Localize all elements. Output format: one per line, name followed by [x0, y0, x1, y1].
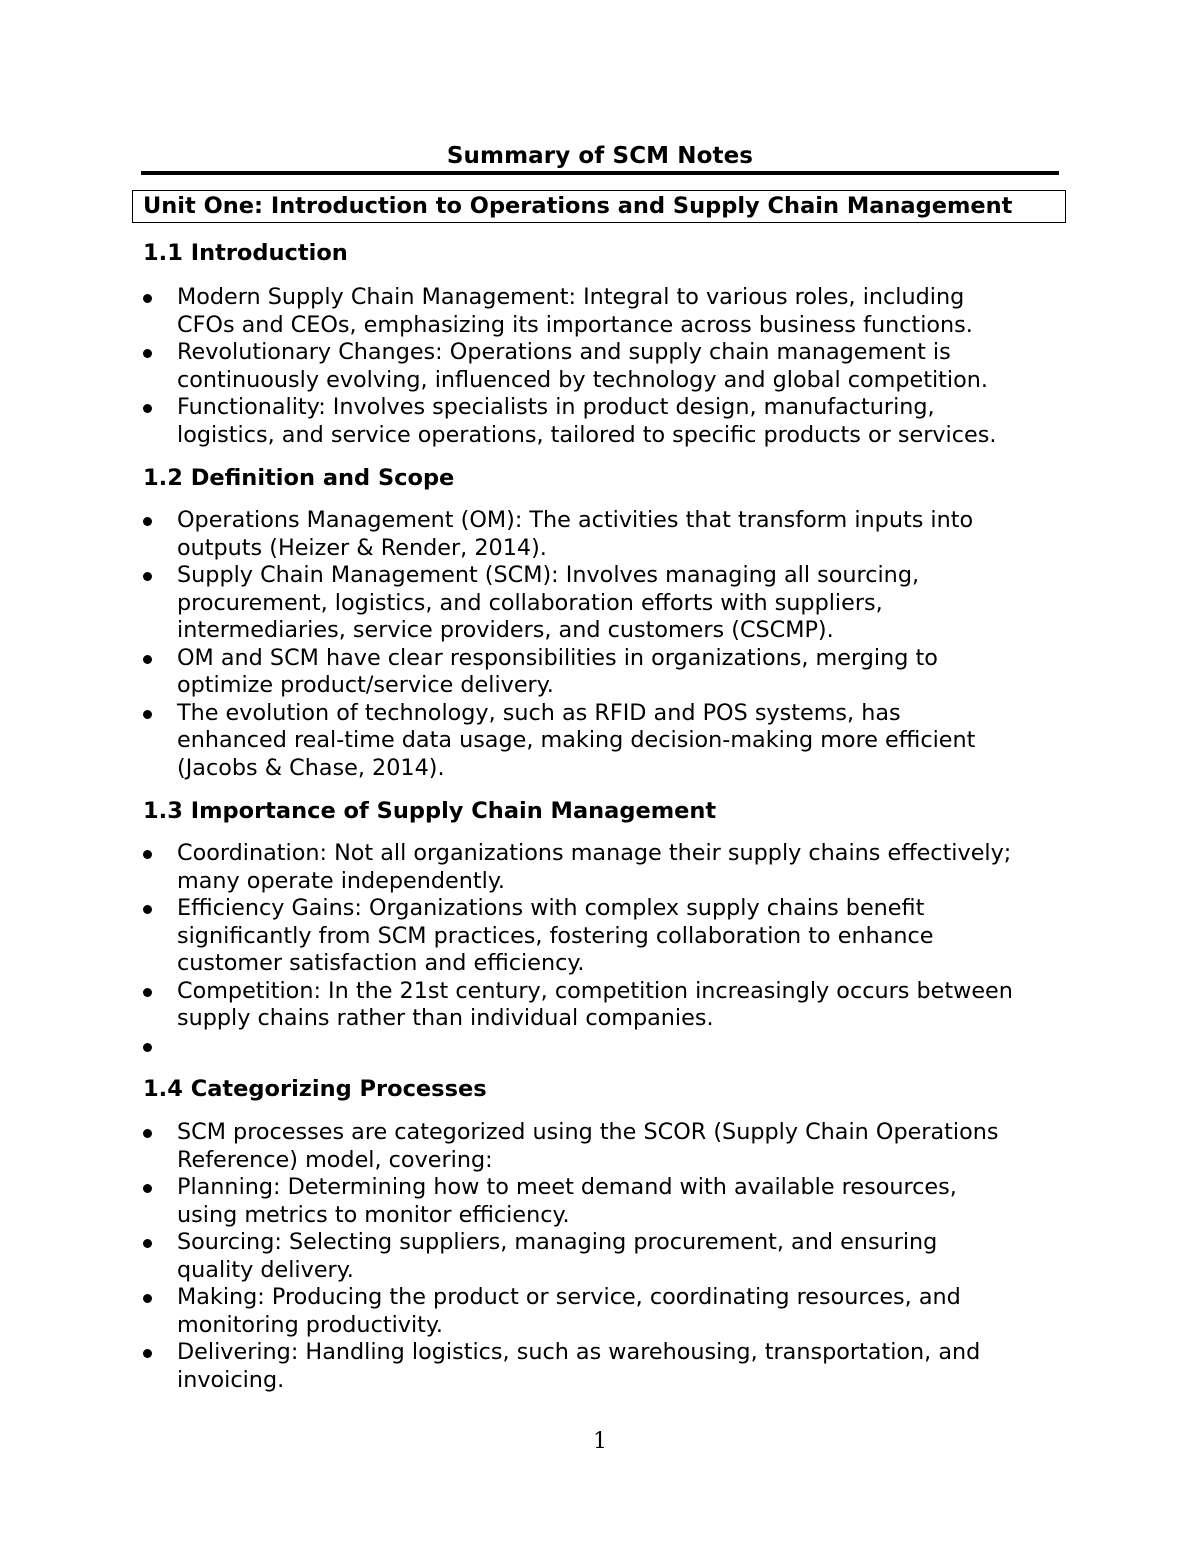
list-item-line: invoicing.	[177, 1366, 285, 1393]
list-item-line: significantly from SCM practices, fostering collaboration to enhance	[177, 922, 934, 949]
section-heading-categorizing-processes: 1.4 Categorizing Processes	[143, 1076, 487, 1102]
list-item-line: Modern Supply Chain Management: Integral to various roles, including	[177, 284, 965, 310]
bullet-icon	[143, 1294, 152, 1303]
bullet-icon	[143, 655, 152, 664]
bullet-list-importance-scm	[141, 840, 1071, 1060]
bullet-list-categorizing-processes	[141, 1119, 1071, 1394]
list-item-line: many operate independently.	[177, 867, 505, 894]
list-item-line: quality delivery.	[177, 1256, 354, 1283]
bullet-icon	[143, 905, 152, 914]
list-item-line: (Jacobs & Chase, 2014).	[177, 754, 445, 781]
list-item-line: supply chains rather than individual companies.	[177, 1005, 714, 1031]
list-item	[141, 1229, 1071, 1284]
list-item-line: The evolution of technology, such as RFID and POS systems, has	[177, 699, 901, 726]
bullet-icon	[143, 710, 152, 719]
list-item	[141, 562, 1071, 645]
list-item-line: Sourcing: Selecting suppliers, managing procurement, and ensuring	[177, 1229, 938, 1255]
list-item	[141, 645, 1071, 700]
unit-title-box: Unit One: Introduction to Operations and Supply Chain Management	[132, 190, 1066, 223]
list-item-line: Functionality: Involves specialists in product design, manufacturing,	[177, 394, 935, 420]
list-item	[141, 394, 1071, 449]
list-item	[141, 339, 1071, 394]
section-heading-introduction: 1.1 Introduction	[143, 240, 348, 266]
list-item-line: outputs (Heizer & Render, 2014).	[177, 534, 547, 561]
bullet-icon	[143, 1043, 152, 1052]
list-item	[141, 895, 1071, 978]
list-item	[141, 840, 1071, 895]
page-number: 1	[593, 1429, 607, 1454]
list-item	[141, 507, 1071, 562]
bullet-icon	[143, 1239, 152, 1248]
empty-list-item	[141, 1033, 1071, 1061]
list-item	[141, 1174, 1071, 1229]
list-item-line: monitoring productivity.	[177, 1311, 443, 1338]
list-item-line: Making: Producing the product or service, coordinating resources, and	[177, 1284, 961, 1310]
section-heading-definition-scope: 1.2 Definition and Scope	[143, 465, 455, 491]
bullet-list-introduction	[141, 284, 1071, 449]
bullet-icon	[143, 1129, 152, 1138]
list-item-line: SCM processes are categorized using the SCOR (Supply Chain Operations	[177, 1119, 999, 1145]
bullet-icon	[143, 294, 152, 303]
list-item-line: CFOs and CEOs, emphasizing its importance across business functions.	[177, 311, 973, 338]
list-item	[141, 978, 1071, 1033]
bullet-icon	[143, 1184, 152, 1193]
list-item	[141, 1284, 1071, 1339]
bullet-icon	[143, 404, 152, 413]
list-item-line: Reference) model, covering:	[177, 1146, 493, 1173]
section-heading-importance-scm: 1.3 Importance of Supply Chain Management	[143, 798, 717, 824]
list-item-line: Planning: Determining how to meet demand with available resources,	[177, 1174, 957, 1200]
list-item-line: continuously evolving, influenced by technology and global competition.	[177, 366, 988, 393]
list-item-line: procurement, logistics, and collaboration efforts with suppliers,	[177, 589, 883, 616]
bullet-icon	[143, 850, 152, 859]
bullet-icon	[143, 517, 152, 526]
bullet-icon	[143, 349, 152, 358]
list-item-line: enhanced real-time data usage, making decision-making more efficient	[177, 727, 976, 753]
list-item-line: Competition: In the 21st century, competition increasingly occurs between	[177, 977, 1013, 1004]
list-item-line: Supply Chain Management (SCM): Involves managing all sourcing,	[177, 562, 920, 588]
bullet-icon	[143, 572, 152, 581]
document-title: Summary of SCM Notes	[446, 143, 754, 169]
list-item	[141, 1119, 1071, 1174]
list-item-line: Operations Management (OM): The activities that transform inputs into	[177, 507, 974, 533]
list-item	[141, 700, 1071, 783]
list-item-line: OM and SCM have clear responsibilities in organizations, merging to	[177, 644, 938, 671]
bullet-list-definition-scope	[141, 507, 1071, 782]
list-item-line: optimize product/service delivery.	[177, 672, 554, 698]
list-item	[141, 284, 1071, 339]
list-item-line: intermediaries, service providers, and customers (CSCMP).	[177, 617, 834, 643]
list-item-line: Revolutionary Changes: Operations and supply chain management is	[177, 339, 951, 365]
list-item-line: using metrics to monitor efficiency.	[177, 1201, 570, 1228]
list-item-line: Efficiency Gains: Organizations with complex supply chains benefit	[177, 895, 925, 921]
title-underline-rule	[141, 171, 1059, 175]
list-item-line: Coordination: Not all organizations manage their supply chains effectively;	[177, 840, 1012, 866]
bullet-icon	[143, 1349, 152, 1358]
list-item	[141, 1339, 1071, 1394]
list-item-line: logistics, and service operations, tailored to specific products or services.	[177, 421, 997, 448]
list-item-line: customer satisfaction and efficiency.	[177, 950, 585, 976]
bullet-icon	[143, 988, 152, 997]
list-item-line: Delivering: Handling logistics, such as warehousing, transportation, and	[177, 1339, 981, 1365]
